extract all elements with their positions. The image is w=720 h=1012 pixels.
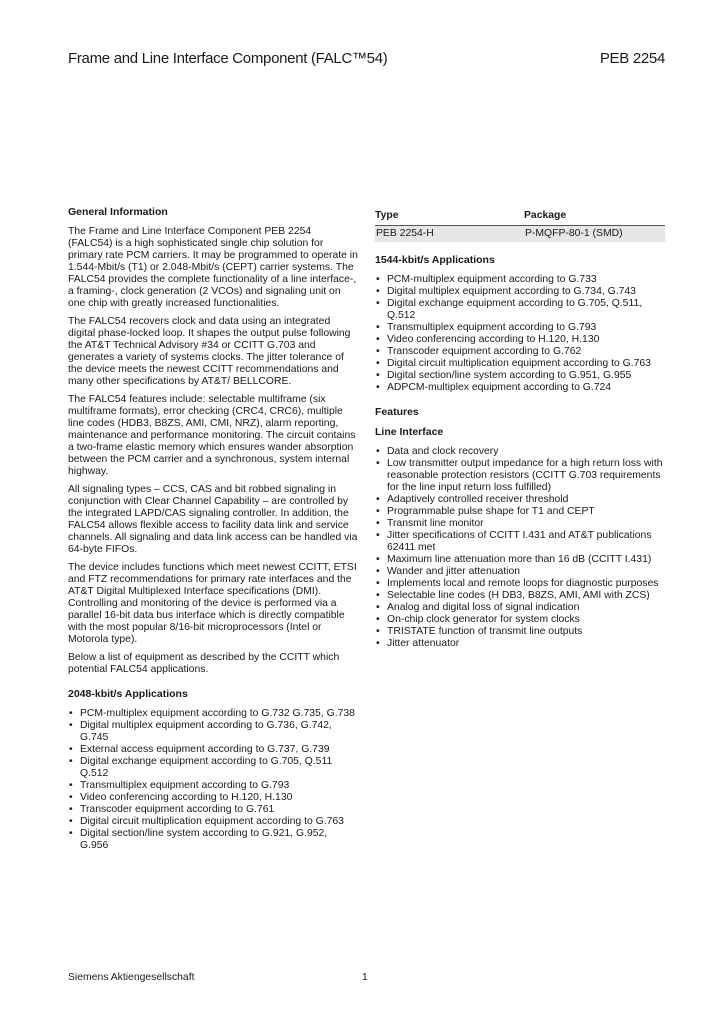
list-item: • Transcoder equipment according to G.762 [375,346,665,358]
package-cell: P-MQFP-80-1 (SMD) [524,226,665,243]
part-number: PEB 2254 [599,50,665,67]
paragraph: The Frame and Line Interface Component PEB 2254 (FALC54) is a high sophisticated single chip solution for primary rate PCM carriers. It may be programmed to operate in 1.544-Mbit/s (T1) or 2.048-Mbit/s (CEPT) carrier systems. The FALC54 provides the complete functionality of a line interface-, a framing-, clock generation (2 VCOs) and signaling unit on one chip with greatly increased functionalities. [68,226,358,309]
list-item: • Digital multiplex equipment according to G.734, G.743 [375,286,665,298]
list-item: • Adaptively controlled receiver threshold [375,494,665,506]
list-item: • Transmit line monitor [375,518,665,530]
list-item: • Programmable pulse shape for T1 and CEPT [375,506,665,518]
list-item: • Video conferencing according to H.120, H.130 [68,792,358,804]
paragraph: All signaling types – CCS, CAS and bit robbed signaling in conjunction with Clear Channel Capability – are controlled by the integrated LAPD/CAS signaling controller. In addition, the FALC54 allows flexible access to facility data link and service channels. All signaling and data link access can be handled via 64-byte FIFOs. [68,484,358,555]
type-cell: PEB 2254-H [375,226,524,243]
list-item: • Digital section/line system according to G.951, G.955 [375,370,665,382]
paragraph: The FALC54 features include: selectable multiframe (six multiframe formats), error checking (CRC4, CRC6), multiple line codes (HDB3, B8ZS, AMI, CMI, NRZ), alarm reporting, maintenance and performance monitoring. The circuit contains a two-frame elastic memory which ensures wander absorption between the PCM carrier and a synchronous, system internal highway. [68,394,356,477]
features-list [375,446,665,650]
list-item: • Data and clock recovery [375,446,665,458]
apps-1544-heading: 1544-kbit/s Applications [375,254,495,266]
list-item: • PCM-multiplex equipment according to G.732 G.735, G.738 [68,708,358,720]
line-interface-subheading: Line Interface [375,426,444,438]
table-row [375,226,665,243]
list-item: • Wander and jitter attenuation [375,566,665,578]
footer-company: Siemens Aktiengesellschaft [68,972,195,983]
paragraph: The device includes functions which meet newest CCITT, ETSI and FTZ recommendations for primary rate interfaces and the AT&T Digital Multiplexed Interface specifications (DMI). Controlling and monitoring of the device is performed via a parallel 16-bit data bus interface which is directly compatible with the most popular 8/16-bit microprocessors (Intel or Motorola type). [68,562,357,645]
list-item: • On-chip clock generator for system clocks [375,614,665,626]
features-heading: Features [375,406,419,418]
list-item: • Jitter attenuator [375,638,665,650]
apps-2048-list [68,708,358,852]
list-item: • Digital section/line system according to G.921, G.952, G.956 [68,828,358,852]
table-header-row [375,209,665,226]
list-item: • Digital exchange equipment according to G.705, Q.511, Q.512 [375,298,665,322]
document-title: Frame and Line Interface Component (FALC™54) [68,50,388,67]
list-item: • Digital exchange equipment according to G.705, Q.511 Q.512 [68,756,358,780]
list-item: • Digital circuit multiplication equipment according to G.763 [375,358,665,370]
column-header-type: Type [375,209,524,226]
list-item: • External access equipment according to G.737, G.739 [68,744,358,756]
list-item: • Low transmitter output impedance for a high return loss with reasonable protection resistors (CCITT G.703 requirements for the line input return loss fulfilled) [375,458,665,494]
list-item: • Digital circuit multiplication equipment according to G.763 [68,816,358,828]
list-item: • Selectable line codes (H DB3, B8ZS, AMI, AMI with ZCS) [375,590,665,602]
apps-2048-heading: 2048-kbit/s Applications [68,688,188,700]
list-item: • Transcoder equipment according to G.761 [68,804,358,816]
paragraph: Below a list of equipment as described by the CCITT which potential FALC54 applications. [68,652,340,675]
list-item: • Transmultiplex equipment according to G.793 [68,780,358,792]
right-column [375,209,665,650]
paragraph: The FALC54 recovers clock and data using an integrated digital phase-locked loop. It shapes the output pulse following the AT&T Technical Advisory #34 or CCITT G.703 and generates a variety of systems clocks. The jitter tolerance of the device meets the newest CCITT recommendations and many other specifications by AT&T/ BELLCORE. [68,316,351,387]
list-item: • PCM-multiplex equipment according to G.733 [375,274,665,286]
list-item: • Implements local and remote loops for diagnostic purposes [375,578,665,590]
list-item: • Digital multiplex equipment according to G.736, G.742, G.745 [68,720,358,744]
column-header-package: Package [524,209,665,226]
page-number: 1 [362,972,368,983]
list-item: • Transmultiplex equipment according to G.793 [375,322,665,334]
package-table [375,209,665,242]
left-column [68,206,358,852]
list-item: • ADPCM-multiplex equipment according to G.724 [375,382,665,394]
list-item: • Video conferencing according to H.120, H.130 [375,334,665,346]
list-item: • Jitter specifications of CCITT I.431 and AT&T publications 62411 met [375,530,665,554]
apps-1544-list [375,274,665,394]
list-item: • Analog and digital loss of signal indication [375,602,665,614]
general-information-heading: General Information [68,206,168,218]
list-item: • TRISTATE function of transmit line outputs [375,626,665,638]
list-item: • Maximum line attenuation more than 16 dB (CCITT I.431) [375,554,665,566]
